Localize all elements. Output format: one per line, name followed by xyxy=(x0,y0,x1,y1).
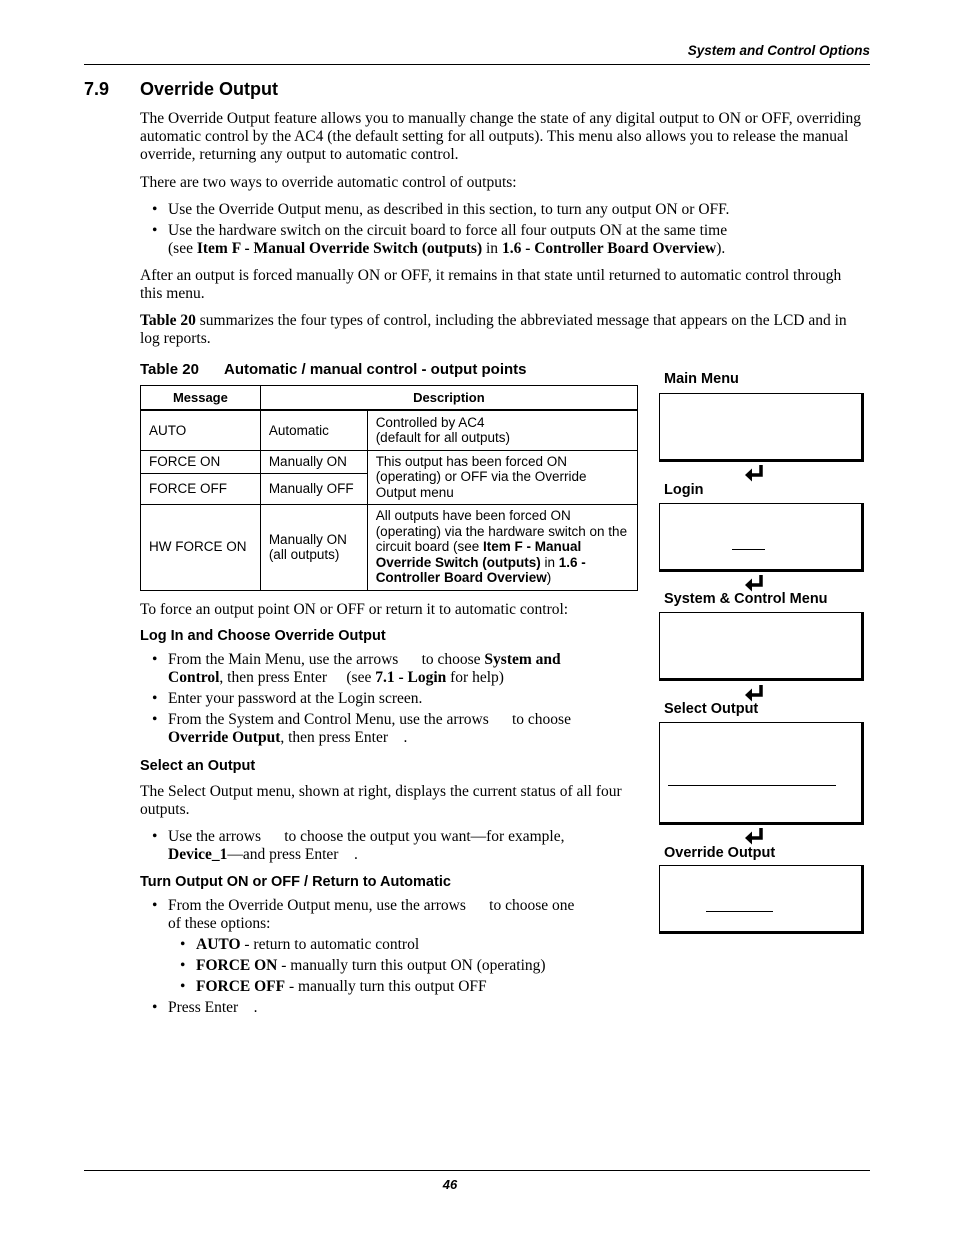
subheading-select: Select an Output xyxy=(140,758,256,774)
text-run: ) xyxy=(546,570,552,586)
table-caption-number: Table 20 xyxy=(140,361,199,378)
text-run: ). xyxy=(716,240,726,257)
cross-reference: 1.6 - Controller Board Overview xyxy=(501,240,717,257)
menu-reference: Control xyxy=(168,669,220,686)
lcd-screen-main-menu xyxy=(659,393,864,462)
table-cell: This output has been forced ON (operating) or OFF via the Override Output menu xyxy=(367,450,637,504)
text-run: From the System and Control Menu, use the arrows xyxy=(168,711,489,728)
text-run: summarizes the four types of control, including the abbreviated message that appears on the LCD and in log reports. xyxy=(140,312,847,347)
text-run: From the Override Output menu, use the arrows xyxy=(168,897,466,914)
table-cell: Manually OFF xyxy=(260,473,367,504)
text-run: - return to automatic control xyxy=(240,936,420,953)
enter-key-icon xyxy=(744,574,766,592)
text-run: Press Enter xyxy=(168,999,239,1016)
table-cell: FORCE OFF xyxy=(141,473,261,504)
table-caption xyxy=(140,361,526,378)
column-header: Description xyxy=(260,386,637,411)
text-run: - manually turn this output ON (operating) xyxy=(277,957,546,974)
enter-key-icon xyxy=(744,684,766,702)
option-name: FORCE OFF xyxy=(196,978,286,995)
menu-reference: System and xyxy=(484,651,561,668)
screen-label-system-control-menu: System & Control Menu xyxy=(664,591,828,607)
text-run: (see xyxy=(346,669,372,686)
selection-underline xyxy=(668,785,836,786)
menu-reference: Device_1 xyxy=(168,846,228,863)
section-heading xyxy=(84,79,278,100)
table-cell: Automatic xyxy=(260,410,367,450)
text-run: to choose xyxy=(421,651,481,668)
table-cell: FORCE ON xyxy=(141,450,261,473)
text-run: to choose one xyxy=(489,897,575,914)
subheading-login: Log In and Choose Override Output xyxy=(140,628,386,644)
table-cell: Manually ON xyxy=(260,450,367,473)
select-paragraph: The Select Output menu, shown at right, displays the current status of all four outputs. xyxy=(140,783,622,818)
text-run: Manually ON xyxy=(268,531,347,547)
table-cell xyxy=(260,504,367,590)
table-caption-title: Automatic / manual control - output points xyxy=(224,361,527,378)
text-run: for help) xyxy=(450,669,504,686)
menu-reference: Override Output xyxy=(168,729,281,746)
section-title: Override Output xyxy=(140,79,279,99)
option-name: AUTO xyxy=(196,936,241,953)
cross-reference: Item F - Manual Override Switch (outputs) xyxy=(375,539,582,570)
lcd-screen-override-output xyxy=(659,865,864,934)
text-run: , then press Enter xyxy=(280,729,388,746)
option-underline xyxy=(706,911,773,912)
table-row xyxy=(141,504,638,590)
after-forced-paragraph: After an output is forced manually ON or OFF, it remains in that state until returned to automatic control through this menu. xyxy=(140,267,842,302)
list-item-text: Enter your password at the Login screen. xyxy=(168,690,423,707)
intro-paragraph: The Override Output feature allows you to manually change the state of any digital output to ON or OFF, overriding automatic control by the AC4 (the default setting for all outputs). This menu also allows you to release the manual override, returning any output to automatic control. xyxy=(140,110,862,163)
table-cell xyxy=(367,410,637,450)
cross-reference: 7.1 - Login xyxy=(375,669,447,686)
text-run: Controlled by AC4 xyxy=(375,414,485,430)
section-number: 7.9 xyxy=(84,79,110,99)
text-run: , then press Enter xyxy=(219,669,327,686)
option-name: FORCE ON xyxy=(196,957,278,974)
text-run: . xyxy=(403,729,408,746)
subheading-turn: Turn Output ON or OFF / Return to Automatic xyxy=(140,874,451,890)
column-header: Message xyxy=(141,386,261,411)
lcd-screen-login xyxy=(659,503,864,572)
enter-key-icon xyxy=(744,464,766,482)
list-item-text: Use the hardware switch on the circuit board to force all four outputs ON at the same time xyxy=(168,222,728,239)
text-run: (see xyxy=(168,240,197,257)
text-run: From the Main Menu, use the arrows xyxy=(168,651,399,668)
ways-intro: There are two ways to override automatic control of outputs: xyxy=(140,174,517,191)
text-run: Use the arrows xyxy=(168,828,261,845)
procedure-intro: To force an output point ON or OFF or return it to automatic control: xyxy=(140,601,569,618)
screen-label-login: Login xyxy=(664,482,704,498)
text-run: of these options: xyxy=(168,915,271,932)
table-row xyxy=(141,450,638,473)
table-reference-paragraph xyxy=(140,312,865,348)
table-row xyxy=(141,410,638,450)
text-run: to choose xyxy=(511,711,571,728)
cross-reference: Item F - Manual Override Switch (outputs) xyxy=(196,240,483,257)
table-header-row xyxy=(141,386,638,411)
text-run: - manually turn this output OFF xyxy=(285,978,487,995)
table-reference: Table 20 xyxy=(140,312,196,329)
lcd-screen-select-output xyxy=(659,722,864,825)
control-table xyxy=(140,385,638,591)
footer-rule xyxy=(84,1170,870,1171)
table-cell: HW FORCE ON xyxy=(141,504,261,590)
table-cell: AUTO xyxy=(141,410,261,450)
header-rule xyxy=(84,64,870,65)
table-cell xyxy=(367,504,637,590)
password-underline xyxy=(732,549,765,550)
text-run: All outputs have been forced ON (operating) via the hardware switch on the circuit board (see xyxy=(375,508,628,555)
page-number: 46 xyxy=(442,1177,458,1192)
running-header: System and Control Options xyxy=(687,43,870,58)
text-run: . xyxy=(253,999,258,1016)
text-run: in xyxy=(482,240,502,257)
lcd-screen-system-control-menu xyxy=(659,612,864,681)
text-run: to choose the output you want—for example, xyxy=(284,828,565,845)
list-item: • Use the hardware switch on the circuit board to force all four outputs ON at the same time (see Item F - Manual Override Switch (outputs) in 1.6 - Controller Board Overview). xyxy=(152,222,728,257)
screen-label-select-output: Select Output xyxy=(664,701,759,717)
screen-label-main-menu: Main Menu xyxy=(664,371,739,387)
text-run: in xyxy=(540,554,559,570)
text-run: (all outputs) xyxy=(268,547,340,562)
screen-label-override-output: Override Output xyxy=(664,845,776,861)
enter-key-icon xyxy=(744,827,766,845)
text-run: —and press Enter xyxy=(227,846,339,863)
cross-reference: 1.6 - Controller Board Overview xyxy=(375,554,586,586)
text-run: (default for all outputs) xyxy=(375,430,511,446)
list-item-text: Use the Override Output menu, as described in this section, to turn any output ON or OFF. xyxy=(168,201,730,218)
text-run: . xyxy=(353,846,358,863)
